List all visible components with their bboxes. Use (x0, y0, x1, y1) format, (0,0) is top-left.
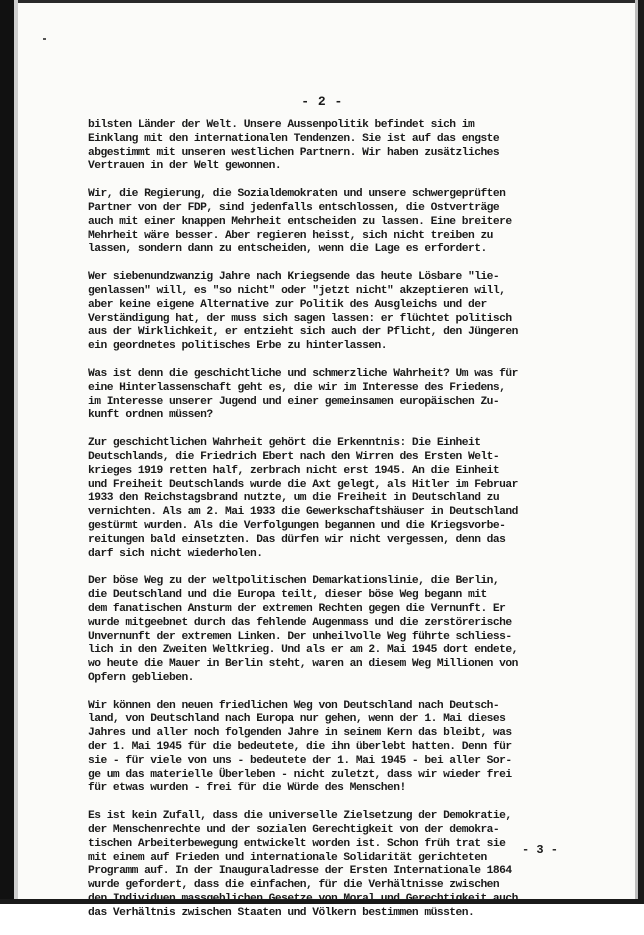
paragraph (88, 700, 590, 797)
text-line: auch mit einer knappen Mehrheit entscheiden zu lassen. Eine breitere (88, 215, 512, 228)
paragraph (88, 368, 590, 423)
text-line: Es ist kein Zufall, dass die universelle Zielsetzung der Demokratie, (88, 810, 512, 823)
text-line: für etwas wurden - frei für die Würde des Menschen! (88, 782, 406, 795)
text-line: lassen, sondern dann zu entscheiden, wenn die Lage es erfordert. (88, 243, 487, 256)
text-line: aus der Wirklichkeit, er entzieht sich auch der Pflicht, den Jüngeren (88, 326, 518, 339)
text-line: wurde mitgeebnet durch das fehlende Augenmass und die zerstörerische (88, 616, 512, 629)
text-line: tischen Arbeiterbewegung entwickelt worden ist. Schon früh trat sie (88, 837, 506, 850)
document-body (88, 119, 590, 935)
scan-border-right-shadow (635, 0, 638, 904)
text-line: Wer siebenundzwanzig Jahre nach Kriegsende das heute Lösbare "lie- (88, 271, 500, 284)
text-line: vernichten. Als am 2. Mai 1933 die Gewerkschaftshäuser in Deutschland (88, 506, 518, 519)
text-line: wurde gefordert, dass die einfachen, für die Verhältnisse zwischen (88, 879, 500, 892)
text-line: im Interesse unserer Jugend und einer gemeinsamen europäischen Zu- (88, 395, 500, 408)
text-line: bilsten Länder der Welt. Unsere Aussenpolitik befindet sich im (88, 119, 475, 131)
text-line: Unvernunft der extremen Linken. Der unheilvolle Weg führte schliess- (88, 630, 512, 643)
text-line: den Individuen massgeblichen Gesetze von Moral und Gerechtigkeit auch (88, 893, 518, 906)
text-line: das Verhältnis zwischen Staaten und Völkern bestimmen müssten. (88, 906, 475, 919)
text-line: Einklang mit den internationalen Tendenzen. Sie ist auf das engste (88, 132, 500, 145)
text-line: der Menschenrechte und der sozialen Gerechtigkeit von der demokra- (88, 824, 500, 837)
text-line: Vertrauen in der Welt gewonnen. (88, 160, 282, 173)
text-line: Jahres und aller noch folgenden Jahre in seinem Kern das bleibt, was (88, 727, 512, 740)
text-line: Zur geschichtlichen Wahrheit gehört die Erkenntnis: Die Einheit (88, 437, 481, 450)
text-line: Programm auf. In der Inauguraladresse der Ersten Internationale 1864 (88, 865, 512, 878)
text-line: darf sich nicht wiederholen. (88, 547, 263, 560)
text-line: krieges 1919 retten half, zerbrach nicht erst 1945. An die Einheit (88, 464, 500, 477)
scan-speck (43, 38, 46, 40)
text-line: wo heute die Mauer in Berlin steht, waren an diesem Weg Millionen von (88, 658, 518, 671)
text-line: und Freiheit Deutschlands wurde die Axt gelegt, als Hitler im Februar (88, 478, 518, 491)
scan-border-left (0, 0, 14, 904)
text-line: aber keine eigene Alternative zur Politik des Ausgleichs und der (88, 298, 487, 311)
text-line: eine Hinterlassenschaft geht es, die wir im Interesse des Friedens, (88, 381, 506, 394)
scan-border-left-shadow (14, 0, 18, 904)
text-line: kunft ordnen müssen? (88, 409, 213, 422)
text-line: die Deutschland und die Europa teilt, dieser böse Weg begann mit (88, 589, 487, 602)
text-line: land, von Deutschland nach Europa nur gehen, wenn der 1. Mai dieses (88, 713, 506, 726)
text-line: Opfern geblieben. (88, 671, 194, 684)
paragraph (88, 188, 590, 257)
text-line: Deutschlands, die Friedrich Ebert nach den Wirren des Ersten Welt- (88, 450, 500, 463)
text-line: genlassen" will, es "so nicht" oder "jetzt nicht" akzeptieren will, (88, 284, 506, 297)
text-line: lich in den Zweiten Weltkrieg. Und als er am 2. Mai 1945 dort endete, (88, 644, 518, 657)
scan-border-top (0, 0, 644, 3)
text-line: Mehrheit wäre besser. Aber regieren heisst, sich nicht treiben zu (88, 229, 493, 242)
text-line: sie - für viele von uns - bedeutete der 1. Mai 1945 - bei aller Sor- (88, 754, 512, 767)
text-line: 1933 den Reichstagsbrand nutzte, um die Freiheit in Deutschland zu (88, 492, 500, 505)
paragraph (88, 271, 590, 354)
text-line: ein geordnetes politisches Erbe zu hinterlassen. (88, 340, 388, 353)
paragraph (88, 810, 590, 920)
text-line: Der böse Weg zu der weltpolitischen Demarkationslinie, die Berlin, (88, 575, 500, 588)
scan-border-right (638, 0, 644, 904)
text-line: Wir können den neuen friedlichen Weg von Deutschland nach Deutsch- (88, 699, 500, 712)
text-line: reitungen bald einsetzten. Das dürfen wir nicht vergessen, denn das (88, 533, 506, 546)
paragraph (88, 119, 590, 174)
text-line: der 1. Mai 1945 für die bedeutete, die ihn überlebt hatten. Denn für (88, 741, 512, 754)
text-line: Wir, die Regierung, die Sozialdemokraten und unsere schwergeprüften (88, 188, 506, 201)
text-line: dem fanatischen Ansturm der extremen Rechten gegen die Vernunft. Er (88, 602, 506, 615)
text-line: Verständigung hat, der muss sich sagen lassen: er flüchtet politisch (88, 312, 512, 325)
text-line: Was ist denn die geschichtliche und schmerzliche Wahrheit? Um was für (88, 367, 518, 380)
paragraph (88, 437, 590, 561)
text-line: ge um das materielle Überleben - nicht zuletzt, dass wir wieder frei (88, 768, 512, 781)
text-line: gestürmt wurden. Als die Verfolgungen begannen und die Kriegsvorbe- (88, 519, 506, 532)
page-number: - 2 - (301, 94, 343, 109)
paragraph (88, 575, 590, 685)
next-page-indicator: - 3 - (522, 843, 559, 857)
text-line: abgestimmt mit unseren westlichen Partnern. Wir haben zusätzliches (88, 146, 500, 159)
text-line: mit einem auf Frieden und internationale Solidarität gerichteten (88, 851, 487, 864)
text-line: Partner von der FDP, sind jedenfalls entschlossen, die Ostverträge (88, 201, 500, 214)
